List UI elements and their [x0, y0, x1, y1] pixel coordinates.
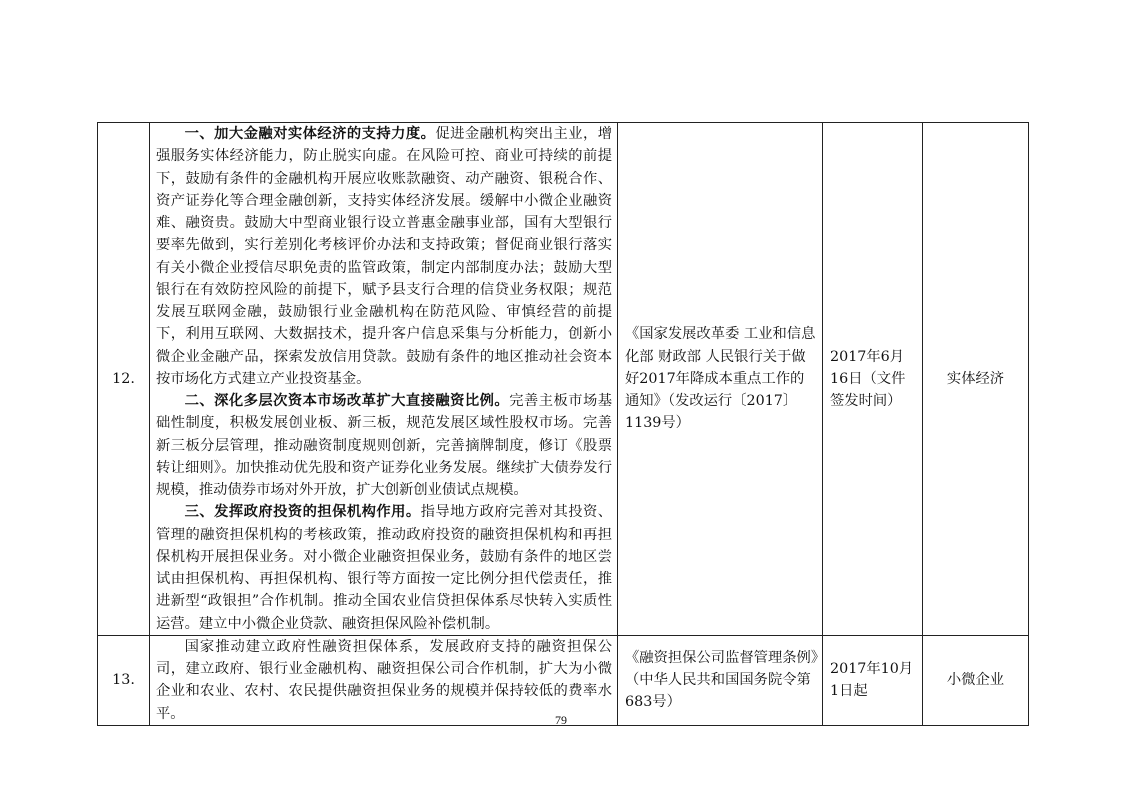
page-number: 79	[555, 713, 567, 727]
paragraph-heading: 二、深化多层次资本市场改革扩大直接融资比例。	[184, 393, 510, 409]
row-number: 12.	[98, 123, 150, 636]
content-paragraph	[156, 636, 612, 725]
row-number: 13.	[98, 635, 150, 725]
effective-date: 2017年10月1日起	[823, 635, 923, 725]
policy-content	[150, 123, 618, 636]
policy-source: 《国家发展改革委 工业和信息化部 财政部 人民银行关于做好2017年降成本重点工作的通知》（发改运行〔2017〕1139号）	[618, 123, 823, 636]
paragraph-heading: 三、发挥政府投资的担保机构作用。	[184, 504, 421, 521]
table-row	[98, 123, 1029, 636]
paragraph-heading: 一、加大金融对实体经济的支持力度。	[184, 126, 436, 142]
policy-table	[97, 122, 1029, 726]
paragraph-text: 完善主板市场基础性制度，积极发展创业板、新三板，规范发展区域性股权市场。完善新三板分层管理，推动融资制度规则创新，完善摘牌制度，修订《股票转让细则》。加快推动优先股和资产证券化业务发展。继续扩大债券发行规模，推动债券市场对外开放，扩大创新创业债试点规模。	[156, 393, 613, 498]
policy-category: 小微企业	[923, 635, 1029, 725]
content-paragraph	[156, 390, 612, 501]
effective-date: 2017年6月16日（文件签发时间）	[823, 123, 923, 636]
content-paragraph	[156, 123, 612, 390]
paragraph-text: 促进金融机构突出主业，增强服务实体经济能力，防止脱实向虚。在风险可控、商业可持续的前提下，鼓励有条件的金融机构开展应收账款融资、动产融资、银税合作、资产证券化等合理金融创新，支持实体经济发展。缓解中小微企业融资难、融资贵。鼓励大中型商业银行设立普惠金融事业部，国有大型银行要率先做到，实行差别化考核评价办法和支持政策；督促商业银行落实有关小微企业授信尽职免责的监管政策，制定内部制度办法；鼓励大型银行在有效防控风险的前提下，赋予县支行合理的信贷业务权限；规范发展互联网金融，鼓励银行业金融机构在防范风险、审慎经营的前提下，利用互联网、大数据技术，提升客户信息采集与分析能力，创新小微企业金融产品，探索发放信用贷款。鼓励有条件的地区推动社会资本按市场化方式建立产业投资基金。	[156, 126, 613, 387]
policy-source: 《融资担保公司监督管理条例》（中华人民共和国国务院令第683号）	[618, 635, 823, 725]
content-paragraph	[156, 501, 612, 635]
paragraph-text: 国家推动建立政府性融资担保体系，发展政府支持的融资担保公司，建立政府、银行业金融机构、融资担保公司合作机制，扩大为小微企业和农业、农村、农民提供融资担保业务的规模并保持较低的费率水平。	[156, 638, 612, 722]
table-row	[98, 635, 1029, 725]
policy-category: 实体经济	[923, 123, 1029, 636]
paragraph-text: 指导地方政府完善对其投资、管理的融资担保机构的考核政策，推动政府投资的融资担保机构和再担保机构开展担保业务。对小微企业融资担保业务，鼓励有条件的地区尝试由担保机构、再担保机构、银行等方面按一定比例分担代偿责任，推进新型“政银担”合作机制。推动全国农业信贷担保体系尽快转入实质性运营。建立中小微企业贷款、融资担保风险补偿机制。	[156, 504, 612, 632]
policy-content	[150, 635, 618, 725]
